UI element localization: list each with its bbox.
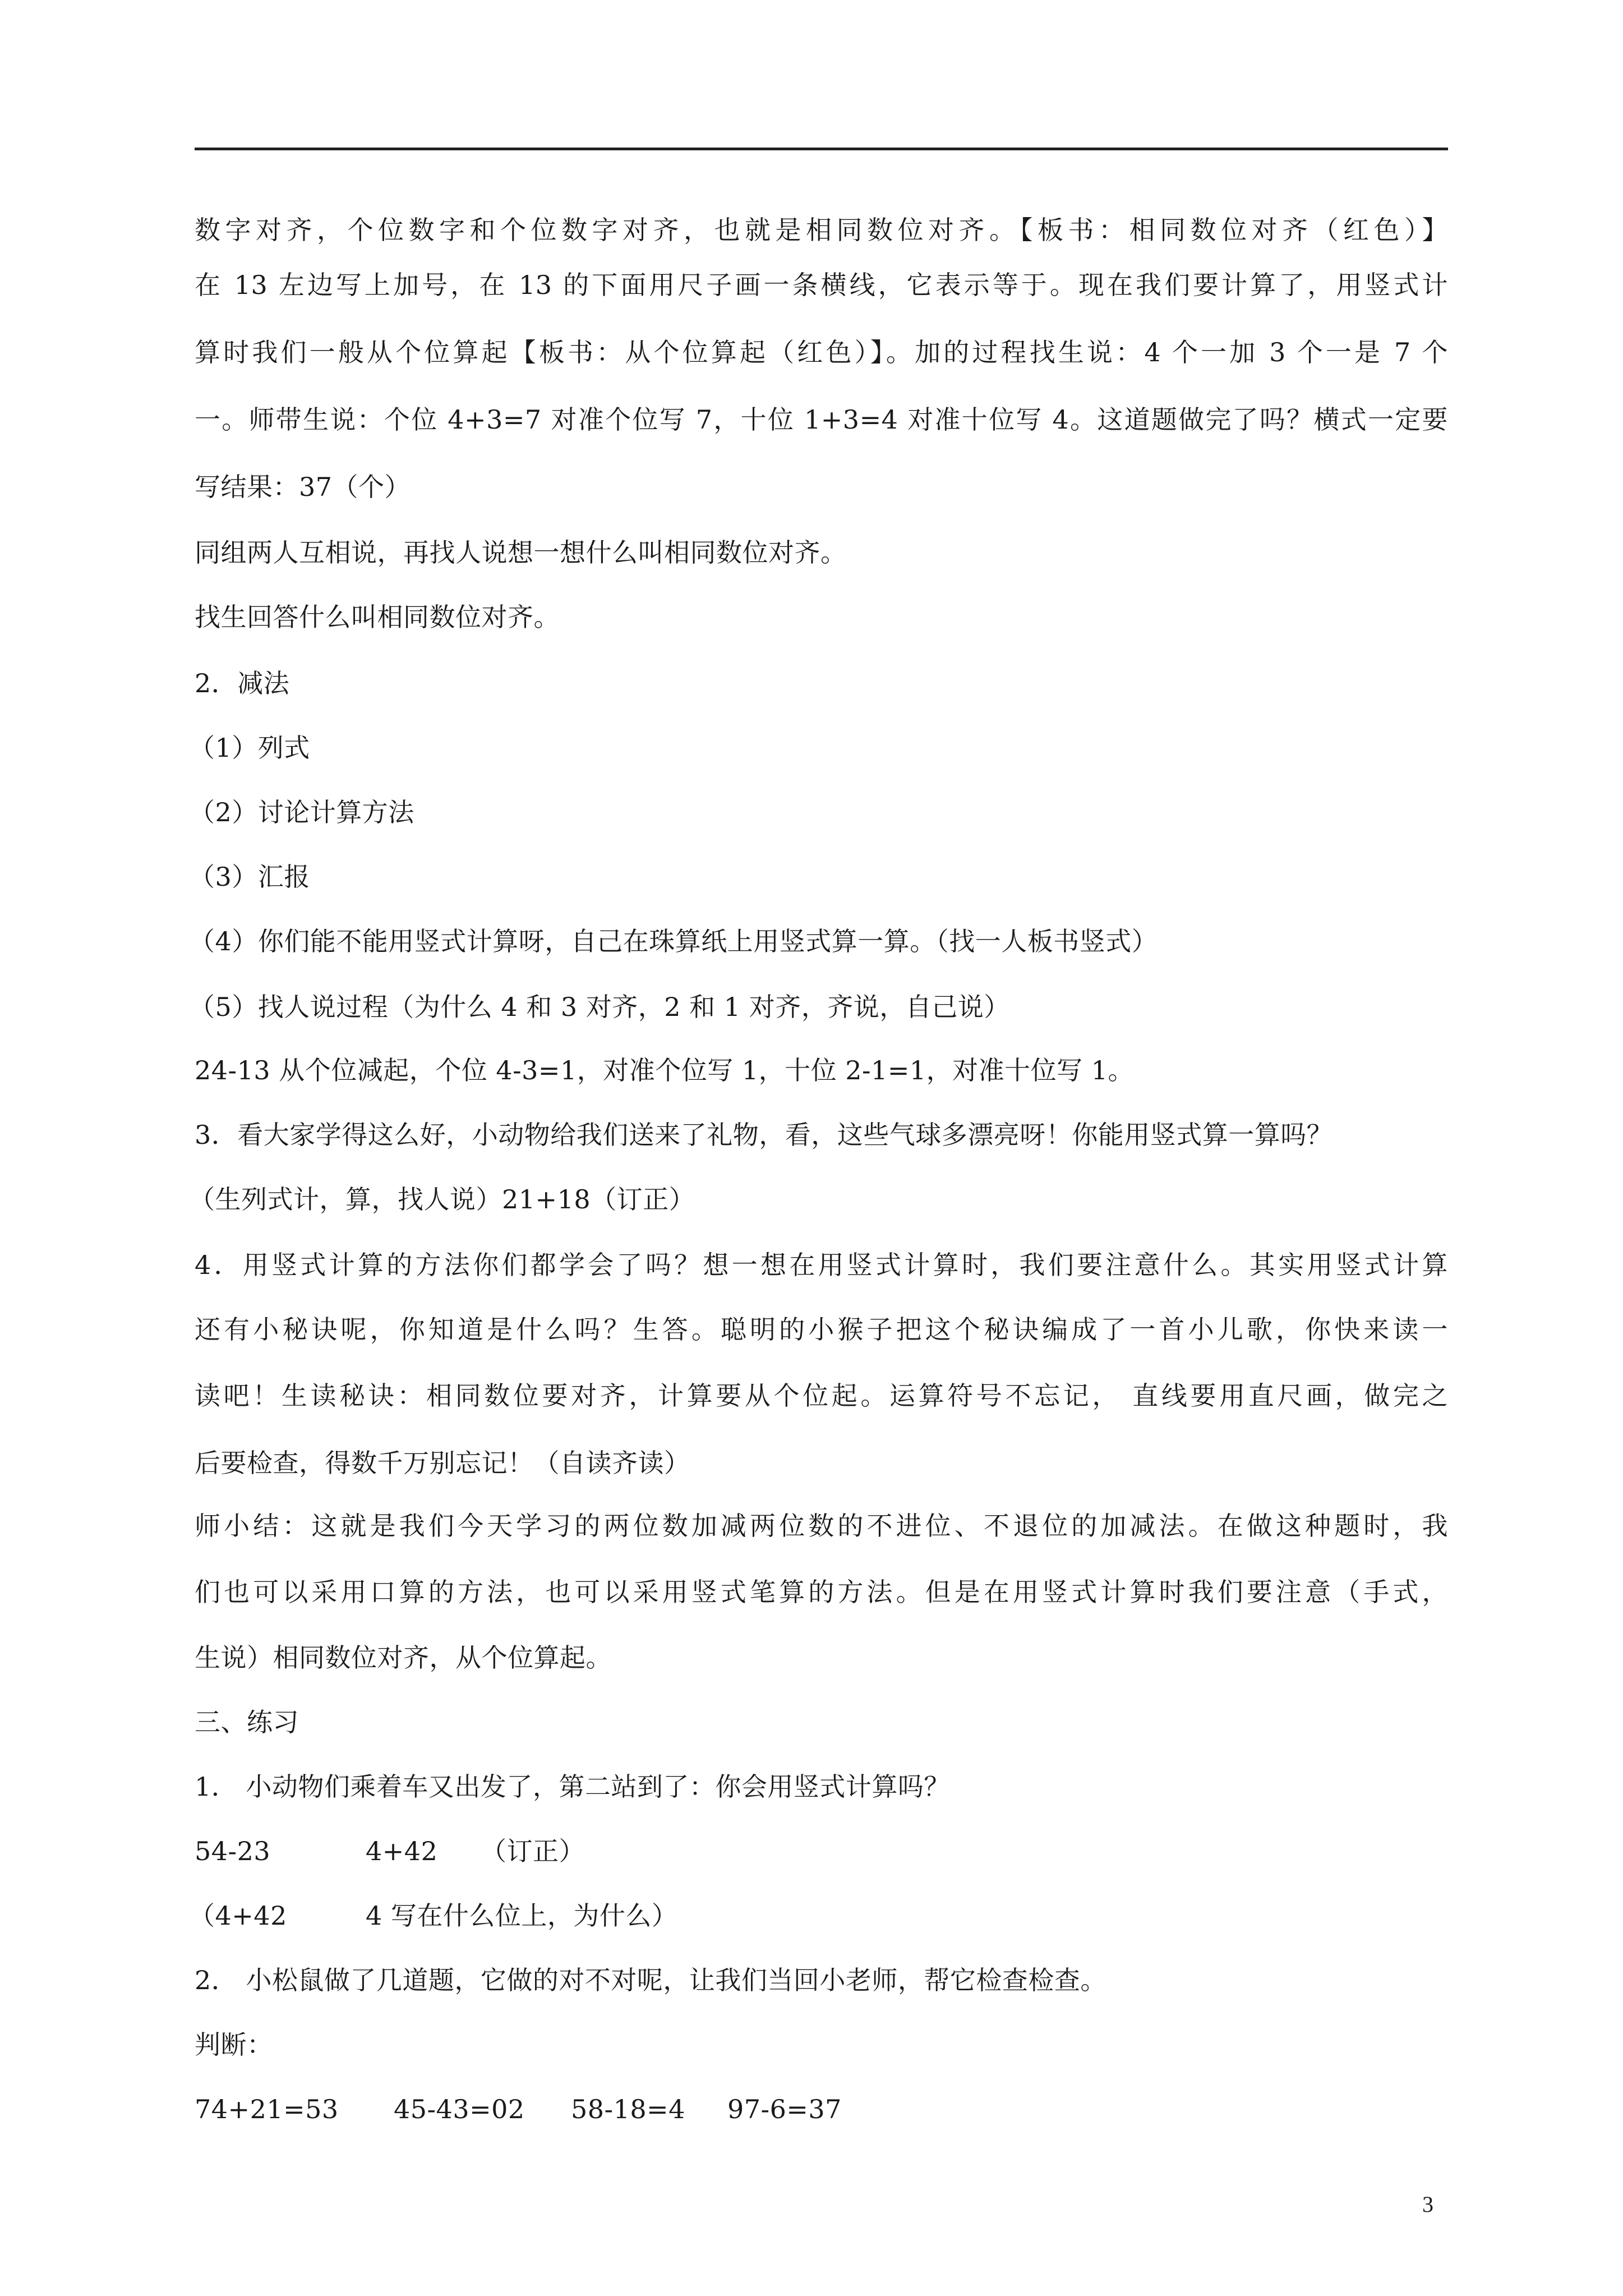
text-line: 算时我们一般从个位算起【板书：从个位算起（红色）】。加的过程找生说：4 个一加 3 个一是 7 个 (195, 337, 1448, 367)
section-heading: 三、练习 (195, 1707, 299, 1737)
practice-note: （订正） (481, 1836, 585, 1866)
judge-item: 45-43=02 (394, 2094, 525, 2124)
text-line: 生说）相同数位对齐，从个位算起。 (195, 1642, 612, 1673)
page-number: 3 (1422, 2192, 1433, 2217)
text-line: 数字对齐，个位数字和个位数字对齐，也就是相同数位对齐。【板书：相同数位对齐（红色）】 (195, 215, 1448, 245)
text-line: 找生回答什么叫相同数位对齐。 (195, 602, 560, 632)
text-line: 在 13 左边写上加号，在 13 的下面用尺子画一条横线，它表示等于。现在我们要计算了，用竖式计 (195, 270, 1448, 300)
header-rule (195, 148, 1448, 150)
list-item: （5）找人说过程（为什么 4 和 3 对齐，2 和 1 对齐，齐说，自己说） (189, 992, 1010, 1022)
text-line: 后要检查，得数千万别忘记！（自读齐读） (195, 1448, 690, 1478)
section-heading: 2．减法 (195, 668, 290, 698)
text-line: 们也可以采用口算的方法，也可以采用竖式笔算的方法。但是在用竖式计算时我们要注意（手式， (195, 1577, 1448, 1607)
text-line: 同组两人互相说，再找人说想一想什么叫相同数位对齐。 (195, 537, 847, 568)
text-line: 读吧！生读秘诀：相同数位要对齐，计算要从个位起。运算符号不忘记， 直线要用直尺画，做完之 (195, 1381, 1448, 1411)
text-line: 4．用竖式计算的方法你们都学会了吗？想一想在用竖式计算时，我们要注意什么。其实用竖式计算 (195, 1250, 1448, 1280)
text-line: 3．看大家学得这么好，小动物给我们送来了礼物，看，这些气球多漂亮呀！你能用竖式算一算吗？ (195, 1120, 1333, 1150)
list-item: （2）讨论计算方法 (189, 797, 414, 827)
list-item: （3）汇报 (189, 862, 310, 892)
text-line: 一。师带生说：个位 4+3=7 对准个位写 7，十位 1+3=4 对准十位写 4。这道题做完了吗？横式一定要 (195, 404, 1448, 435)
judge-item: 74+21=53 (195, 2094, 339, 2124)
practice-note-row (189, 1899, 1442, 1932)
practice-item: 54-23 (195, 1836, 271, 1866)
text-line: （生列式计，算，找人说）21+18（订正） (189, 1184, 695, 1214)
text-line: 师小结：这就是我们今天学习的两位数加减两位数的不进位、不退位的加减法。在做这种题时，我 (195, 1511, 1448, 1541)
text-line: 24-13 从个位减起，个位 4-3=1，对准个位写 1，十位 2-1=1，对准十位写 1。 (195, 1055, 1135, 1085)
judge-item: 58-18=4 (571, 2094, 685, 2124)
practice-row (195, 1834, 1448, 1868)
practice-item: 4+42 (366, 1836, 438, 1866)
judge-row (195, 2092, 1448, 2126)
text-line: 判断： (195, 2030, 273, 2060)
text-line: 还有小秘诀呢，你知道是什么吗？生答。聪明的小猴子把这个秘诀编成了一首小儿歌，你快来读一 (195, 1314, 1448, 1345)
text-line: 写结果：37（个） (195, 472, 411, 502)
judge-item: 97-6=37 (727, 2094, 842, 2124)
text-line: 2． 小松鼠做了几道题，它做的对不对呢，让我们当回小老师，帮它检查检查。 (195, 1965, 1106, 1995)
list-item: （4）你们能不能用竖式计算呀，自己在珠算纸上用竖式算一算。（找一人板书竖式） (189, 926, 1158, 956)
practice-item: （4+42 (189, 1901, 287, 1931)
text-line: 1． 小动物们乘着车又出发了，第二站到了：你会用竖式计算吗？ (195, 1772, 950, 1802)
practice-note: 4 写在什么位上，为什么） (366, 1901, 678, 1931)
list-item: （1）列式 (189, 733, 310, 763)
